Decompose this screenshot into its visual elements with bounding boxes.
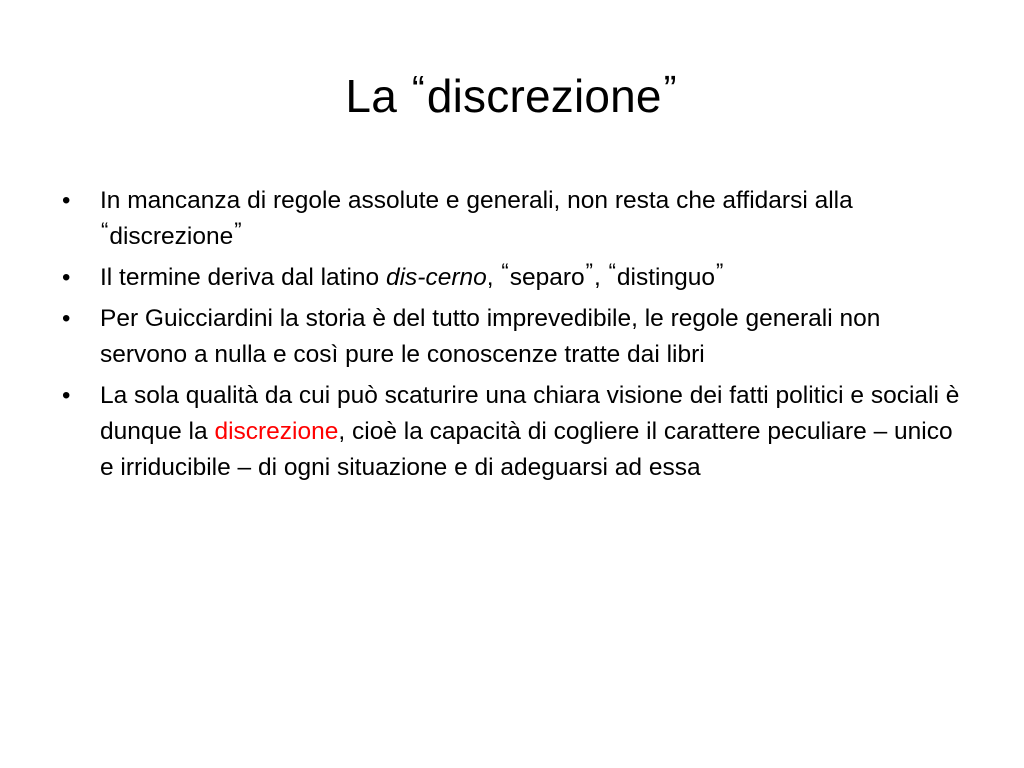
- bullet-item: [62, 260, 972, 296]
- bullet-icon: •: [62, 305, 71, 332]
- bullet-2-open-quote-2: “: [608, 259, 616, 284]
- bullet-text: [100, 260, 972, 296]
- bullet-icon: •: [62, 187, 71, 214]
- bullet-2-prefix: Il termine deriva dal latino: [100, 264, 380, 291]
- title-prefix: La: [345, 70, 397, 122]
- bullet-text: [100, 183, 972, 255]
- bullet-2-quoted-2: distinguo: [616, 264, 715, 291]
- bullet-4-after: , cioè la capacità di cogliere il carattere peculiare – unico e irriducibile – di ogni situazione e di adeguarsi ad essa: [100, 418, 953, 481]
- bullet-2-close-quote-1: ”: [585, 259, 593, 284]
- title-close-quote: ”: [663, 69, 677, 111]
- bullet-2-comma-1: ,: [486, 264, 494, 291]
- bullet-2-quoted-1: separo: [509, 264, 585, 291]
- bullet-2-close-quote-2: ”: [715, 259, 724, 284]
- bullet-2-comma-2: ,: [593, 264, 601, 291]
- bullet-list: [62, 183, 972, 491]
- bullet-1-text: In mancanza di regole assolute e generali, non resta che affidarsi alla: [100, 187, 853, 214]
- bullet-2-open-quote-1: “: [501, 259, 509, 284]
- slide-title: [0, 58, 1024, 138]
- bullet-text: [100, 378, 972, 486]
- bullet-2-latin-term: dis-cerno: [385, 264, 487, 291]
- bullet-1-close-quote: ”: [234, 218, 242, 243]
- bullet-3-text: Per Guicciardini la storia è del tutto imprevedibile, le regole generali non servono a nulla e così pure le conoscenze tratte dai libri: [100, 305, 881, 368]
- title-open-quote: “: [411, 69, 425, 111]
- bullet-4-before: La sola qualità da cui può scaturire una chiara visione dei fatti politici e sociali è dunque la: [100, 382, 960, 445]
- bullet-item: [62, 378, 972, 486]
- bullet-1-quoted: discrezione: [109, 223, 234, 250]
- title-word: discrezione: [426, 70, 662, 122]
- bullet-item: [62, 301, 972, 373]
- bullet-4-highlight: discrezione: [214, 418, 339, 445]
- bullet-icon: •: [62, 382, 71, 409]
- bullet-item: [62, 183, 972, 255]
- bullet-1-open-quote: “: [101, 218, 109, 243]
- bullet-icon: •: [62, 264, 71, 291]
